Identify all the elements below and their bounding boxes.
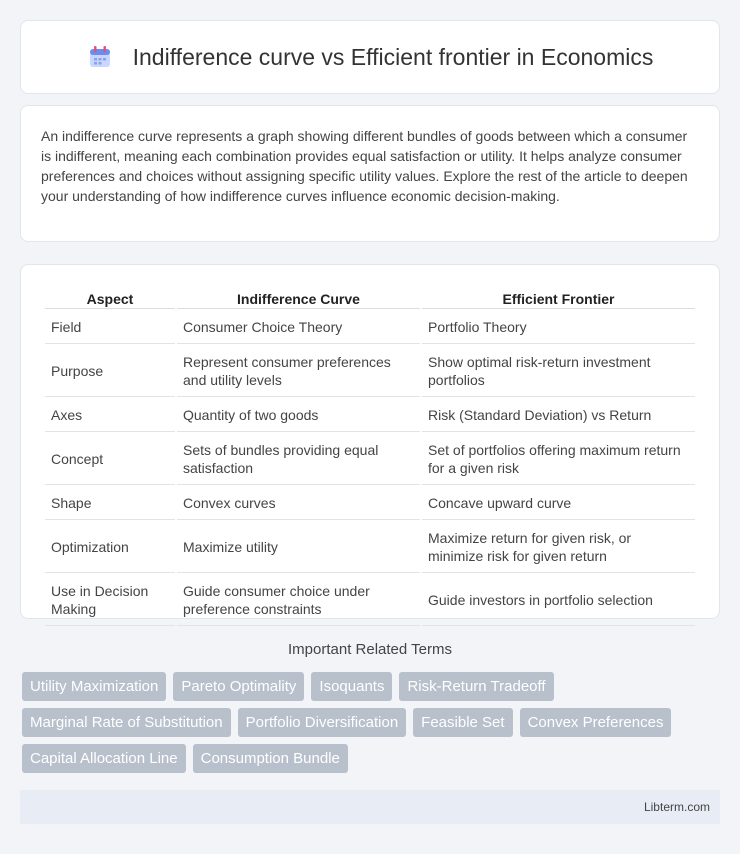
comparison-table: [43, 285, 697, 628]
cell-indifference: Sets of bundles providing equal satisfaction: [177, 434, 420, 485]
header-efficient-frontier: Efficient Frontier: [422, 287, 695, 309]
related-term-tag[interactable]: Capital Allocation Line: [22, 744, 186, 773]
cell-frontier: Concave upward curve: [422, 487, 695, 520]
cell-frontier: Portfolio Theory: [422, 311, 695, 344]
cell-aspect: Use in Decision Making: [45, 575, 175, 626]
cell-frontier: Maximize return for given risk, or minimize risk for given return: [422, 522, 695, 573]
table-row: [45, 346, 695, 397]
table-row: [45, 487, 695, 520]
related-term-tag[interactable]: Marginal Rate of Substitution: [22, 708, 231, 737]
table-row: [45, 522, 695, 573]
related-term-tag[interactable]: Feasible Set: [413, 708, 512, 737]
related-term-tag[interactable]: Consumption Bundle: [193, 744, 348, 773]
table-header-row: [45, 287, 695, 309]
cell-aspect: Axes: [45, 399, 175, 432]
cell-indifference: Quantity of two goods: [177, 399, 420, 432]
related-term-tag[interactable]: Risk-Return Tradeoff: [399, 672, 553, 701]
comparison-card: [20, 264, 720, 619]
intro-text: An indifference curve represents a graph showing different bundles of goods between which a consumer is indifferent, meaning each combination provides equal satisfaction or utility. It helps analyze consumer preferences and choices without assigning specific utility values. Explore the rest of the article to deepen your understanding of how indifference curves influence economic decision-making.: [41, 128, 688, 204]
related-terms-title: Important Related Terms: [288, 641, 452, 658]
cell-aspect: Concept: [45, 434, 175, 485]
footer: [20, 790, 720, 824]
cell-frontier: Show optimal risk-return investment portfolios: [422, 346, 695, 397]
cell-aspect: Purpose: [45, 346, 175, 397]
related-term-tag[interactable]: Utility Maximization: [22, 672, 166, 701]
cell-aspect: Shape: [45, 487, 175, 520]
header-indifference-curve: Indifference Curve: [177, 287, 420, 309]
cell-frontier: Risk (Standard Deviation) vs Return: [422, 399, 695, 432]
cell-indifference: Represent consumer preferences and utility levels: [177, 346, 420, 397]
table-row: [45, 434, 695, 485]
cell-indifference: Convex curves: [177, 487, 420, 520]
cell-aspect: Optimization: [45, 522, 175, 573]
header-aspect: Aspect: [45, 287, 175, 309]
related-term-tag[interactable]: Pareto Optimality: [173, 672, 304, 701]
table-row: [45, 311, 695, 344]
cell-frontier: Guide investors in portfolio selection: [422, 575, 695, 626]
cell-indifference: Guide consumer choice under preference constraints: [177, 575, 420, 626]
footer-brand-link[interactable]: Libterm.com: [643, 800, 710, 814]
table-row: [45, 575, 695, 626]
related-terms-list: [22, 672, 722, 773]
cell-aspect: Field: [45, 311, 175, 344]
cell-indifference: Consumer Choice Theory: [177, 311, 420, 344]
cell-indifference: Maximize utility: [177, 522, 420, 573]
cell-frontier: Set of portfolios offering maximum return for a given risk: [422, 434, 695, 485]
related-term-tag[interactable]: Portfolio Diversification: [238, 708, 407, 737]
calendar-icon: [87, 44, 113, 70]
related-term-tag[interactable]: Convex Preferences: [520, 708, 672, 737]
page-title: Indifference curve vs Efficient frontier in Economics: [132, 43, 654, 70]
intro-card: [20, 105, 720, 242]
title-card: [20, 20, 720, 94]
related-term-tag[interactable]: Isoquants: [311, 672, 392, 701]
table-row: [45, 399, 695, 432]
